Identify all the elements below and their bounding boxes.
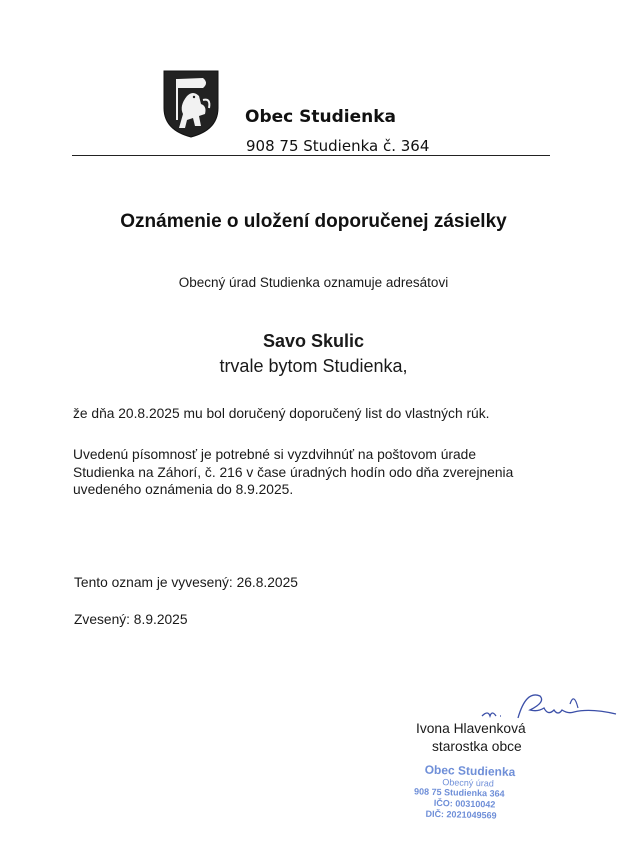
stamp-line: DIČ: 2021049569	[425, 808, 497, 821]
document-title: Oznámenie o uložení doporučenej zásielky	[120, 211, 507, 232]
posted-date: Tento oznam je vyvesený: 26.8.2025	[74, 575, 298, 590]
organization-name: Obec Studienka	[245, 107, 397, 127]
recipient-name: Savo Skulic	[262, 331, 365, 351]
signer-role: starostka obce	[432, 739, 522, 754]
pickup-paragraph	[73, 446, 573, 499]
coat-of-arms-logo	[163, 70, 219, 138]
stamp-line: Obecný úrad	[442, 777, 494, 789]
pickup-line: Studienka na Záhorí, č. 216 v čase úradných hodín odo dňa zverejnenia	[73, 464, 514, 480]
signer-name: Ivona Hlavenková	[416, 721, 526, 736]
delivery-paragraph: že dňa 20.8.2025 mu bol doručený doporučený list do vlastných rúk.	[73, 406, 490, 421]
stamp-line: Obec Studienka	[424, 762, 516, 780]
handwritten-signature	[478, 686, 618, 726]
organization-address: 908 75 Studienka č. 364	[246, 137, 430, 155]
stamp-line: IČO: 00310042	[433, 797, 496, 810]
header-divider	[72, 155, 550, 156]
official-stamp	[409, 762, 541, 829]
pickup-line: uvedeného oznámenia do 8.9.2025.	[73, 482, 294, 497]
pickup-line: Uvedenú písomnosť je potrebné si vyzdvihnúť na poštovom úrade	[73, 447, 477, 462]
intro-text: Obecný úrad Studienka oznamuje adresátovi	[178, 275, 449, 290]
recipient-residence: trvale bytom Studienka,	[219, 356, 408, 376]
removed-date: Zvesený: 8.9.2025	[74, 612, 188, 627]
stamp-line: 908 75 Studienka 364	[413, 786, 505, 799]
